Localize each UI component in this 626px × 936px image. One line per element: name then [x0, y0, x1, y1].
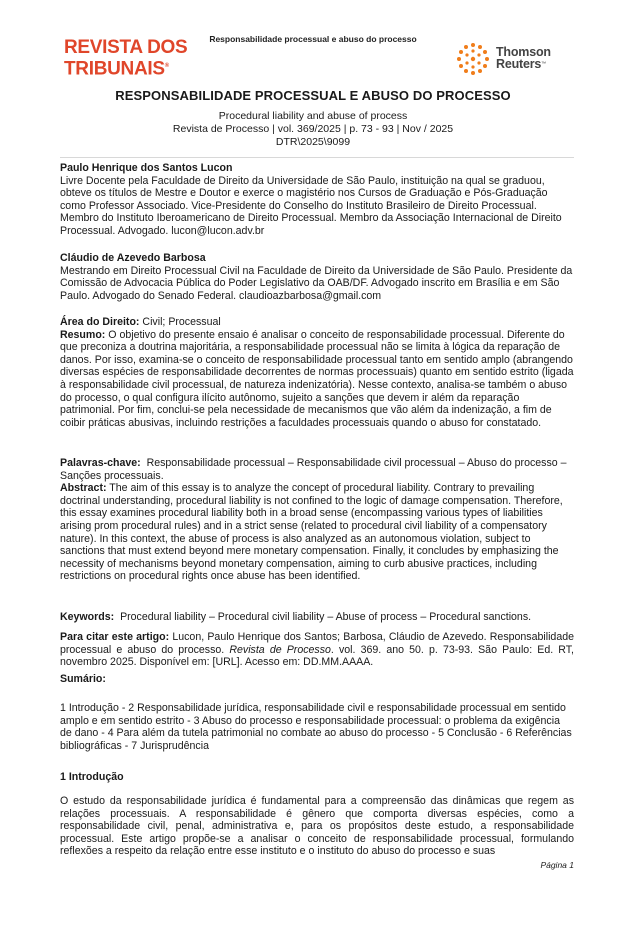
running-title: Responsabilidade processual e abuso do processo: [209, 34, 417, 44]
author-block-1: [60, 162, 574, 238]
citation-block: [60, 631, 574, 669]
english-title: Procedural liability and abuse of process: [218, 110, 408, 122]
sumario-label: Sumário:: [60, 673, 106, 685]
logo-line-2: TRIBUNAIS®: [64, 58, 169, 80]
thomson-reuters-logo-icon: [456, 42, 490, 76]
keywords-abstract-block: [60, 457, 574, 583]
palavras-chave: Palavras-chave: Responsabilidade processual – Responsabilidade civil processual – Abuso do processo – Sanções processuais.: [60, 457, 567, 482]
author-bio: Mestrando em Direito Processual Civil na Faculdade de Direito da Universidade de São Paulo. Presidente da Comissão de Advocacia Pública do Poder Legislativo da OAB/DF. Advogado inscrito em Brasília e em São Paulo. Advogado do Senado Federal. claudioazbarbosa@gmail.com: [60, 264, 573, 302]
author-bio: Livre Docente pela Faculdade de Direito da Universidade de São Paulo, instituição na qual se graduou, obteve os títulos de Mestre e Doutor e exerce o magistério nos Cursos de Graduação e Pós-Graduação como Professor Associado. Vice-Presidente do Conselho do Instituto Brasileiro de Direito Processual. Membro do Instituto Iberoamericano de Direito Processual. Membro da Associação Internacional de Direito Processual. Advogado. lucon@lucon.adv.br: [60, 174, 562, 237]
logo-line-1: REVISTA DOS: [64, 37, 188, 58]
area-resumo-block: [60, 316, 574, 429]
dtr-code: DTR\2025\9099: [275, 136, 351, 148]
keywords-block: [60, 611, 574, 624]
header-divider: [60, 157, 574, 158]
author-name: Cláudio de Azevedo Barbosa: [60, 252, 206, 264]
section-body-block: [60, 795, 574, 858]
abstract: Abstract: The aim of this essay is to analyze the concept of procedural liability. Contrary to prevailing doctrinal understanding, procedural liability is not confined to the logic of damage compensation. Therefore, this essay examines procedural liability both in a broad sense (encompassing various types of liabilities arising prom procedural rules) and in a strict sense (related to procedural civil liability of a compensatory nature). In this context, the abuse of process is also analyzed as an autonomous violation, subject to sanctions that must extend beyond mere monetary compensation. Finally, it concludes by emphasizing the necessity of mechanisms beyond monetary compensation, aiming to curb abusive practices, including restrictions on procedural rights once abuse has been identified.: [60, 482, 563, 583]
article-subinfo: [0, 110, 626, 149]
section-heading: 1 Introdução: [60, 771, 124, 783]
resumo: Resumo: O objetivo do presente ensaio é analisar o conceito de responsabilidade processual. Diferente do que preconiza a doutrina majoritária, a responsabilidade processual não se limita à lógica da reparação de danos. Por isso, examina-se o conceito de responsabilidade processual tanto em sentido amplo (abrangendo diversas espécies de responsabilidade decorrentes de normas processuais) quanto em sentido estrito (ligada à responsabilidade civil processual, de natureza indenizatória). Nesse contexto, analisa-se também o abuso do processo, o qual configura ilícito autônomo, sujeito a sanções que devem ir além da reparação patrimonial. Por fim, conclui-se pela necessidade de mecanismos que vão além da indenização, a fim de coibir práticas abusivas, incluindo restrições a faculdades processuais quando o abuso for constatado.: [60, 328, 574, 429]
section-paragraph: O estudo da responsabilidade jurídica é fundamental para a compreensão das dinâmicas que regem as relações processuais. A responsabilidade é gênero que comporta diversas espécies, como a responsabilidade civil, penal, administrativa e, para os propósitos deste estudo, a responsabilidade processual. Este artigo propõe-se a analisar o conceito de responsabilidade processual, formulando reflexões a respeito da relação entre esse instituto e o instituto do abuso do processo e suas: [60, 795, 574, 858]
page-number: Página 1: [540, 860, 574, 870]
keywords: Keywords: Procedural liability – Procedural civil liability – Abuse of process – Procedural sanctions.: [60, 611, 532, 623]
area-do-direito: Área do Direito: Civil; Processual: [60, 316, 221, 328]
article-title: RESPONSABILIDADE PROCESSUAL E ABUSO DO PROCESSO: [115, 88, 511, 103]
para-citar: Para citar este artigo: Lucon, Paulo Henrique dos Santos; Barbosa, Cláudio de Azevedo. Responsabilidade processual e abuso do processo. Revista de Processo. vol. 369. ano 50. p. 73-93. São Paulo: Ed. RT, novembro 2025. Disponível em: [URL]. Acesso em: DD.MM.AAAA.: [60, 631, 574, 669]
author-name: Paulo Henrique dos Santos Lucon: [60, 162, 233, 174]
sumario-label-block: [60, 673, 574, 686]
thomson-reuters-wordmark: Thomson Reuters™: [496, 45, 551, 71]
author-block-2: [60, 252, 574, 302]
revista-dos-tribunais-logo: [64, 38, 187, 78]
sumario-block: [60, 702, 574, 752]
thomson-reuters-logo: [456, 42, 576, 76]
citation-line: Revista de Processo | vol. 369/2025 | p. 73 - 93 | Nov / 2025: [172, 123, 454, 135]
sumario-text: 1 Introdução - 2 Responsabilidade jurídica, responsabilidade civil e responsabilidade processual em sentido amplo e em sentido estrito - 3 Abuso do processo e responsabilidade processual: o problema da exigência de dano - 4 Para além da tutela patrimonial no combate ao abuso do processo - 5 Conclusão - 6 Referências bibliográficas - 7 Jurisprudência: [60, 702, 572, 752]
section-heading-block: [60, 771, 574, 784]
